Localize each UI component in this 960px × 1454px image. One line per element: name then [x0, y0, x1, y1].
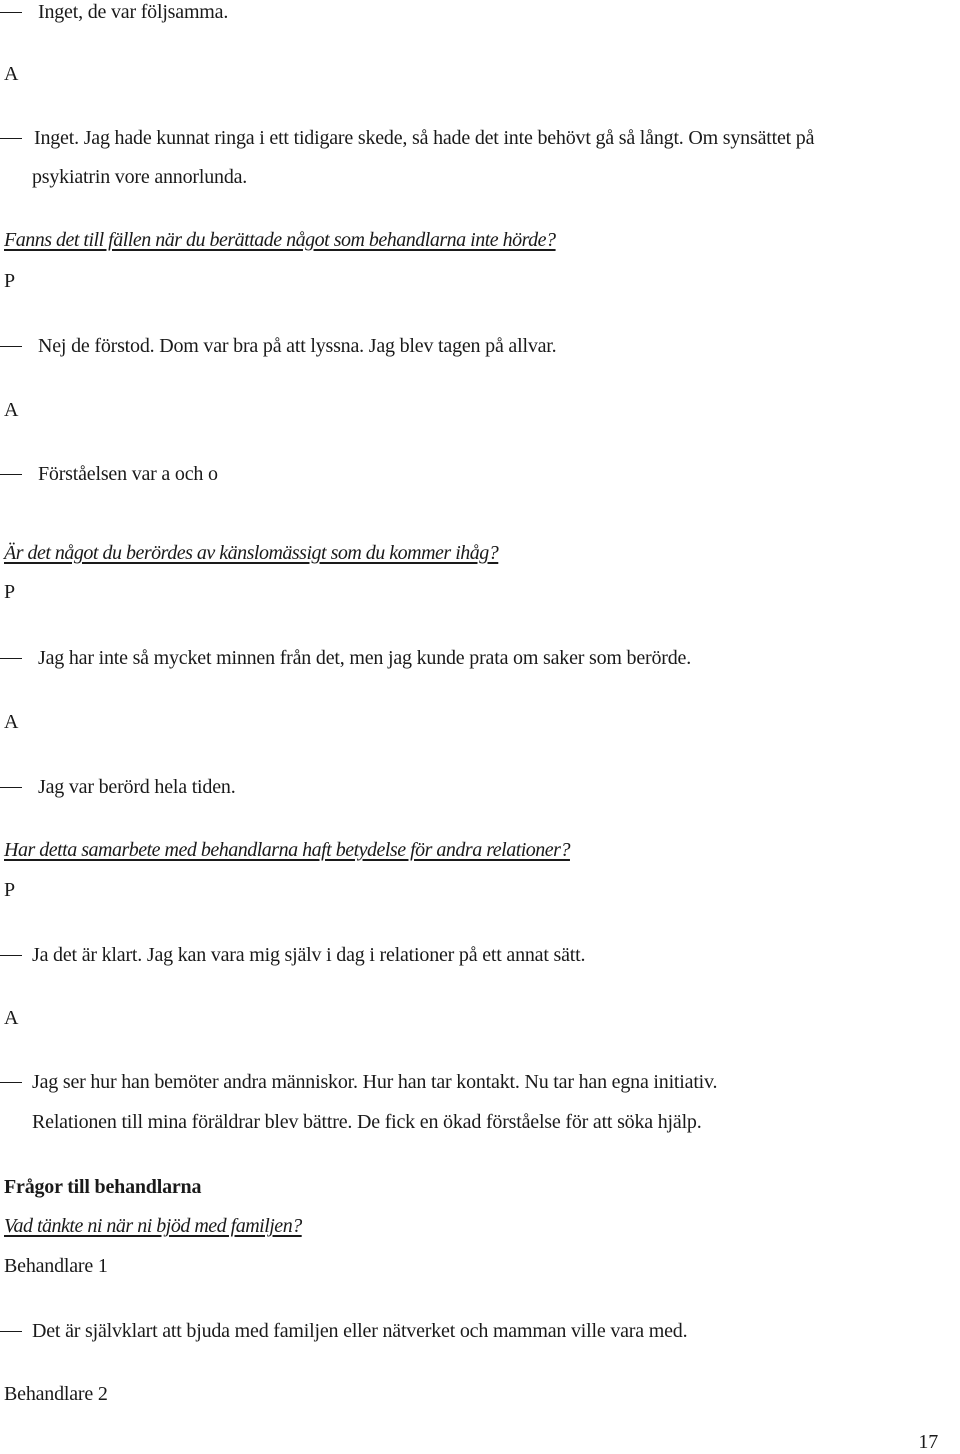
question-text: Är det något du berördes av känslomässigt som du kommer ihåg? — [4, 542, 499, 564]
answer-text: Nej de förstod. Dom var bra på att lyssna. Jag blev tagen på allvar. — [38, 335, 557, 357]
speaker-label: A — [4, 711, 19, 733]
answer-text: Jag har inte så mycket minnen från det, men jag kunde prata om saker som berörde. — [38, 647, 692, 669]
dash-marker — [0, 787, 22, 788]
speaker-label: A — [4, 399, 19, 421]
question-text: Vad tänkte ni när ni bjöd med familjen? — [4, 1215, 302, 1237]
page-number: 17 — [918, 1431, 938, 1453]
speaker-label: Behandlare 1 — [4, 1255, 108, 1277]
answer-text: Inget. Jag hade kunnat ringa i ett tidigare skede, så hade det inte behövt gå så långt. Om synsättet på — [34, 127, 815, 149]
answer-text: Det är självklart att bjuda med familjen eller nätverket och mamman ville vara med. — [32, 1320, 688, 1342]
section-heading: Frågor till behandlarna — [4, 1176, 202, 1198]
question-text: Har detta samarbete med behandlarna haft betydelse för andra relationer? — [4, 839, 570, 861]
speaker-label: P — [4, 879, 15, 901]
speaker-label: A — [4, 1007, 19, 1029]
dash-marker — [0, 138, 22, 139]
dash-marker — [0, 1331, 22, 1332]
speaker-label: P — [4, 270, 15, 292]
answer-text: Jag ser hur han bemöter andra människor. Hur han tar kontakt. Nu tar han egna initiativ. — [32, 1071, 718, 1093]
answer-text: Ja det är klart. Jag kan vara mig själv i dag i relationer på ett annat sätt. — [32, 944, 586, 966]
dash-marker — [0, 474, 22, 475]
speaker-label: A — [4, 63, 19, 85]
answer-text: Inget, de var följsamma. — [38, 1, 229, 23]
dash-marker — [0, 346, 22, 347]
dash-marker — [0, 12, 22, 13]
speaker-label: P — [4, 581, 15, 603]
dash-marker — [0, 1082, 22, 1083]
answer-text: Relationen till mina föräldrar blev bättre. De fick en ökad förståelse för att söka hjälp. — [32, 1111, 702, 1133]
answer-text: Jag var berörd hela tiden. — [38, 776, 236, 798]
question-text: Fanns det till fällen när du berättade något som behandlarna inte hörde? — [4, 229, 556, 251]
answer-text: psykiatrin vore annorlunda. — [32, 166, 248, 188]
dash-marker — [0, 658, 22, 659]
answer-text: Förståelsen var a och o — [38, 463, 218, 485]
dash-marker — [0, 955, 22, 956]
speaker-label: Behandlare 2 — [4, 1383, 108, 1405]
